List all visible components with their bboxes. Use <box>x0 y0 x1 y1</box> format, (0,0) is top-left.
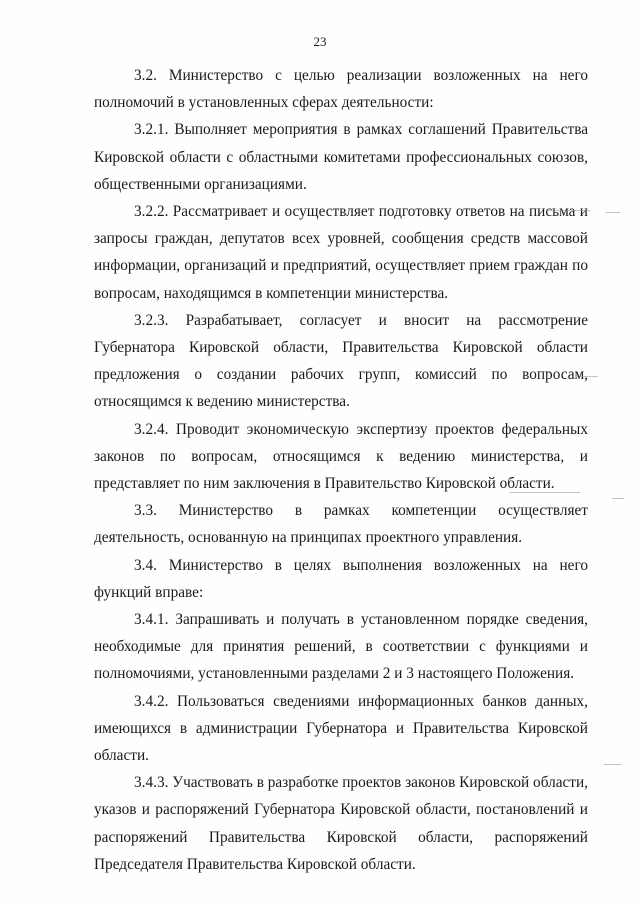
paragraph-3-4-3: 3.4.3. Участвовать в разработке проектов законов Кировской области, указов и распоряжений Губернатора Кировской области, постановлений и распоряжений Правительства Кировской области, распоряжений Председателя Правительства Кировской области. <box>94 774 589 873</box>
paragraph-3-4-2: 3.4.2. Пользоваться сведениями информационных банков данных, имеющихся в администрации Губернатора и Правительства Кировской области. <box>94 692 588 765</box>
scan-artifact-line <box>510 492 580 493</box>
document-body <box>94 62 588 878</box>
paragraph-3-3: 3.3. Министерство в рамках компетенции осуществляет деятельность, основанную на принципах проектного управления. <box>94 502 588 547</box>
paragraph-3-2-2: 3.2.2. Рассматривает и осуществляет подготовку ответов на письма и запросы граждан, депутатов всех уровней, сообщения средств массовой информации, организаций и предприятий, осуществляет прием граждан по вопросам, находящимся в компетенции министерства. <box>94 203 588 302</box>
paragraph-3-2: 3.2. Министерство с целью реализации возложенных на него полномочий в установленных сферах деятельности: <box>94 67 588 112</box>
scan-artifact-line <box>580 376 598 377</box>
scan-artifact-line <box>604 764 622 765</box>
scan-artifact-line <box>606 212 620 213</box>
paragraph-3-4-1: 3.4.1. Запрашивать и получать в установленном порядке сведения, необходимые для принятия решений, в соответствии с функциями и полномочиями, установленными разделами 2 и 3 настоящего Положения. <box>94 611 588 683</box>
paragraph-3-2-3: 3.2.3. Разрабатывает, согласует и вносит на рассмотрение Губернатора Кировской области, Правительства Кировской области предложения о создании рабочих групп, комиссий по вопросам, относящимся к ведению министерства. <box>94 311 588 411</box>
scan-artifact-line <box>546 210 590 211</box>
page-number: 23 <box>313 34 327 49</box>
paragraph-3-2-4: 3.2.4. Проводит экономическую экспертизу проектов федеральных законов по вопросам, относящимся к ведению министерства, и представляет по ним заключения в Правительство Кировской области. <box>94 420 588 493</box>
paragraph-3-4: 3.4. Министерство в целях выполнения возложенных на него функций вправе: <box>94 556 588 601</box>
scan-artifact-line <box>612 498 624 499</box>
paragraph-3-2-1: 3.2.1. Выполняет мероприятия в рамках соглашений Правительства Кировской области с областными комитетами профессиональных союзов, общественными организациями. <box>94 121 588 193</box>
